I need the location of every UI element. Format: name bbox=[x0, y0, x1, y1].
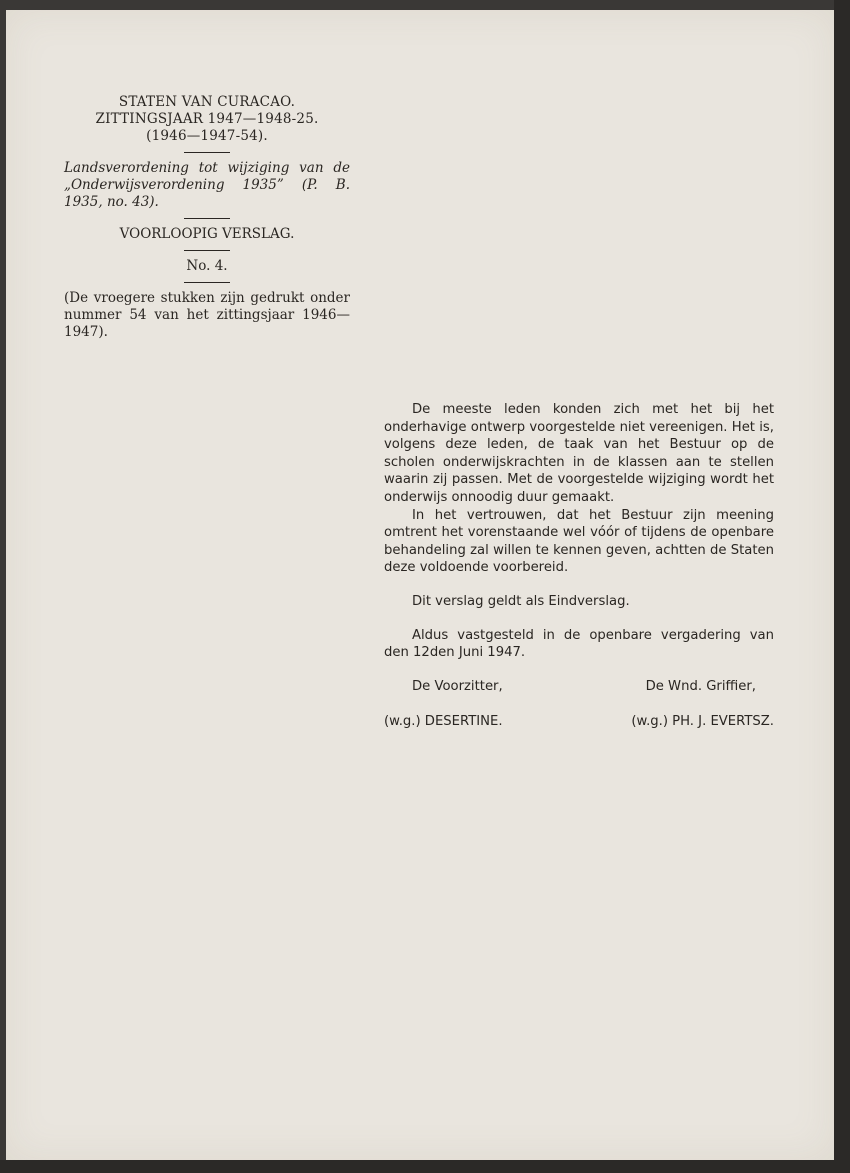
clerk-title: De Wnd. Griffier, bbox=[645, 678, 756, 694]
left-column bbox=[64, 94, 350, 341]
report-number: No. 4. bbox=[186, 258, 228, 274]
scan-border-right bbox=[834, 0, 850, 1173]
chairman-title: De Voorzitter, bbox=[412, 678, 503, 694]
signature-names bbox=[384, 713, 774, 731]
paragraph-2: In het vertrouwen, dat het Bestuur zijn meening omtrent het vorenstaande wel vóór of tijdens de openbare behandeling zal willen te kennen geven, achtten de Staten deze voldoende voorbereid. bbox=[384, 507, 774, 576]
report-body bbox=[384, 401, 774, 731]
subject-description: Landsverordening tot wijziging van de „Onderwijsverordening 1935” (P. B. 1935, no. 43). bbox=[64, 160, 350, 210]
divider-rule bbox=[184, 282, 230, 283]
report-type: VOORLOOPIG VERSLAG. bbox=[119, 226, 295, 242]
header-line-1: STATEN VAN CURACAO. bbox=[118, 94, 296, 110]
chairman-name: (w.g.) DESERTINE. bbox=[384, 714, 503, 730]
scan-border-bottom bbox=[0, 1160, 850, 1173]
signature-titles bbox=[384, 678, 774, 696]
paragraph-3: Dit verslag geldt als Eindverslag. bbox=[412, 593, 630, 609]
header-line-2: ZITTINGSJAAR 1947—1948-25. bbox=[95, 111, 319, 127]
paragraph-1: De meeste leden konden zich met het bij het onderhavige ontwerp voorgestelde niet vereenigen. Het is, volgens deze leden, de taak van het Bestuur op de scholen onderwijskrachten in de klassen aan te stellen waarin zij passen. Met de voorgestelde wijziging wordt het onderwijs onnoodig duur gemaakt. bbox=[384, 402, 774, 505]
divider-rule bbox=[184, 218, 230, 219]
divider-rule bbox=[184, 152, 230, 153]
divider-rule bbox=[184, 250, 230, 251]
paragraph-4: Aldus vastgesteld in de openbare vergadering van den 12den Juni 1947. bbox=[384, 627, 774, 661]
clerk-name: (w.g.) PH. J. EVERTSZ. bbox=[631, 714, 774, 730]
previous-documents-note: (De vroegere stukken zijn gedrukt onder nummer 54 van het zittingsjaar 1946—1947). bbox=[64, 290, 350, 340]
header-line-3: (1946—1947-54). bbox=[146, 128, 268, 144]
